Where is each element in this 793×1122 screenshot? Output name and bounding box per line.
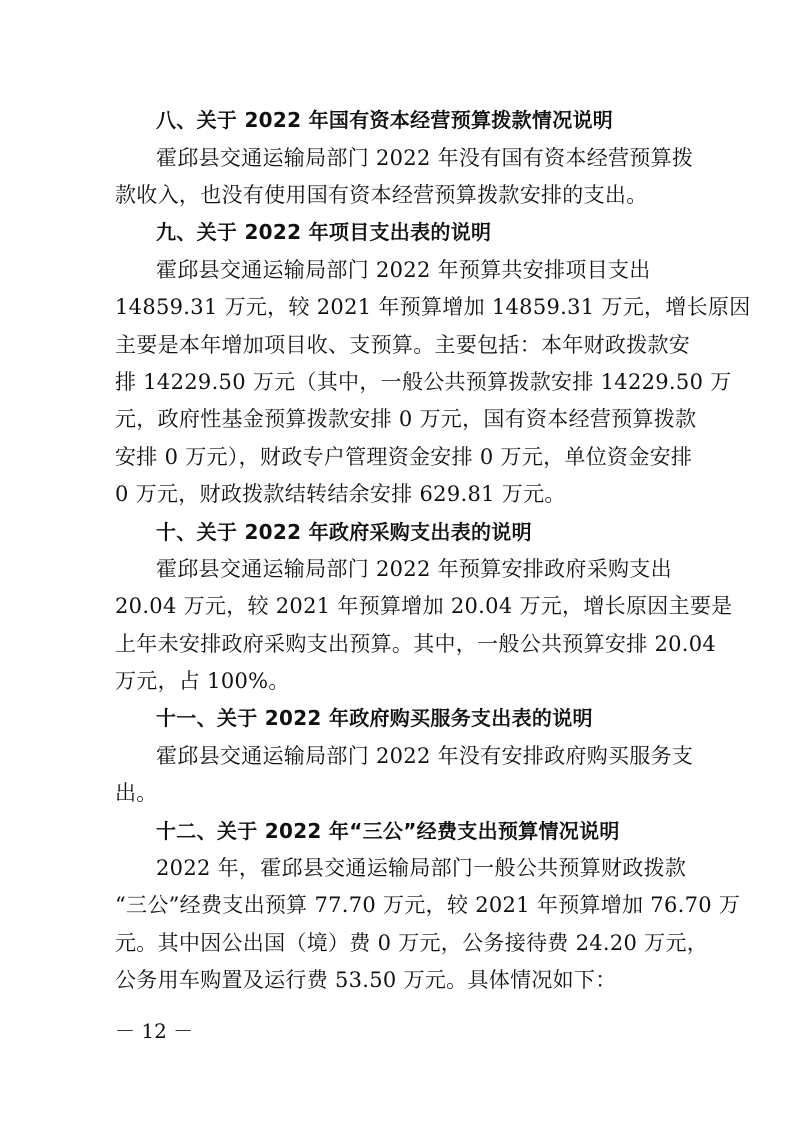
section-9-paragraph: 排 14229.50 万元（其中，一般公共预算拨款安排 14229.50 万 <box>115 370 732 394</box>
section-12-paragraph: “三公”经费支出预算 77.70 万元，较 2021 年预算增加 76.70 万 <box>115 893 741 917</box>
section-9-paragraph: 0 万元，财政拨款结转结余安排 629.81 万元。 <box>115 482 566 506</box>
section-10-heading: 十、关于 2022 年政府采购支出表的说明 <box>156 520 532 544</box>
section-10-paragraph: 霍邱县交通运输局部门 2022 年预算安排政府采购支出 <box>156 557 672 581</box>
section-9-paragraph: 元，政府性基金预算拨款安排 0 万元，国有资本经营预算拨款 <box>115 407 697 431</box>
section-8-heading: 八、关于 2022 年国有资本经营预算拨款情况说明 <box>156 108 614 132</box>
section-8-paragraph: 霍邱县交通运输局部门 2022 年没有国有资本经营预算拨 <box>156 146 694 170</box>
section-12-paragraph: 公务用车购置及运行费 53.50 万元。具体情况如下： <box>115 968 617 992</box>
section-12-paragraph: 元。其中因公出国（境）费 0 万元，公务接待费 24.20 万元， <box>115 931 709 955</box>
section-9-paragraph: 安排 0 万元），财政专户管理资金安排 0 万元，单位资金安排 <box>115 445 693 469</box>
section-9-paragraph: 主要是本年增加项目收、支预算。主要包括：本年财政拨款安 <box>115 333 691 357</box>
section-9-paragraph: 霍邱县交通运输局部门 2022 年预算共安排项目支出 <box>156 258 651 282</box>
section-10-paragraph: 万元，占 100%。 <box>115 669 290 693</box>
section-9-paragraph: 14859.31 万元，较 2021 年预算增加 14859.31 万元，增长原因 <box>115 295 751 319</box>
section-12-heading: 十二、关于 2022 年“三公”经费支出预算情况说明 <box>156 819 620 843</box>
section-11-paragraph: 霍邱县交通运输局部门 2022 年没有安排政府购买服务支 <box>156 744 694 768</box>
section-8-paragraph: 款收入，也没有使用国有资本经营预算拨款安排的支出。 <box>115 183 648 207</box>
section-11-heading: 十一、关于 2022 年政府购买服务支出表的说明 <box>156 706 593 730</box>
section-10-paragraph: 上年未安排政府采购支出预算。其中，一般公共预算安排 20.04 <box>115 632 717 656</box>
section-12-paragraph: 2022 年，霍邱县交通运输局部门一般公共预算财政拨款 <box>156 856 687 880</box>
section-9-heading: 九、关于 2022 年项目支出表的说明 <box>156 220 492 244</box>
section-11-paragraph: 出。 <box>115 781 158 805</box>
page-number: － 12 － <box>115 1019 194 1043</box>
section-10-paragraph: 20.04 万元，较 2021 年预算增加 20.04 万元，增长原因主要是 <box>115 594 733 618</box>
